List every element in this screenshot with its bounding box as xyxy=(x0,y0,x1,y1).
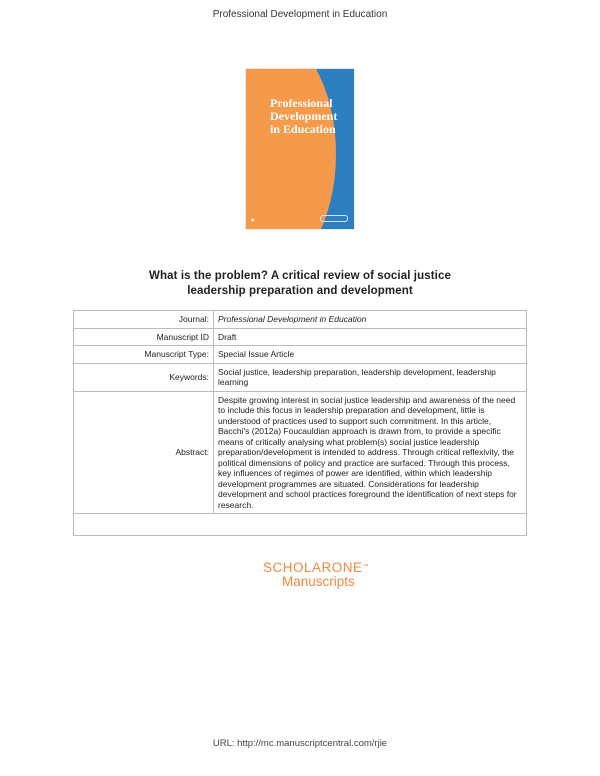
paper-title-line2: leadership preparation and development xyxy=(187,285,413,297)
footer-url[interactable]: URL: http://mc.manuscriptcentral.com/rjie xyxy=(212,738,388,749)
table-row xyxy=(74,391,527,514)
table-row xyxy=(74,311,527,329)
empty-cell xyxy=(74,514,527,536)
table-row xyxy=(74,328,527,346)
paper-title xyxy=(0,269,600,299)
scholarone-logo xyxy=(263,560,369,575)
manuscript-id-label: Manuscript ID xyxy=(74,328,214,346)
cover-orange-shape xyxy=(246,69,336,229)
manuscript-type-label: Manuscript Type: xyxy=(74,346,214,364)
journal-label: Journal: xyxy=(74,311,214,329)
table-row xyxy=(74,514,527,536)
running-header: Professional Development in Education xyxy=(212,9,388,20)
manuscript-type-value: Special Issue Article xyxy=(214,346,527,364)
cover-title xyxy=(270,97,352,136)
trademark-symbol: ™ xyxy=(362,564,370,570)
manuscript-id-value: Draft xyxy=(214,328,527,346)
manuscript-metadata-table xyxy=(73,310,527,536)
manuscripts-logo-text: Manuscripts xyxy=(282,574,355,589)
keywords-label: Keywords: xyxy=(74,363,214,391)
cover-title-line1: Professional xyxy=(270,96,333,110)
cover-title-line3: in Education xyxy=(270,122,336,136)
abstract-value: Despite growing interest in social justice leadership and awareness of the need to include this focus in leadership preparation and development, little is understood of practices used to support such commitment. In this article, Bacchi's (2012a) Foucauldian approach is drawn from, to provide a specific means of critically analysing what problem(s) social justice leadership preparation/development is intended to address. Through critical reflexivity, the political dimensions of policy and practice are surfaced. Through this process, key influences of regimes of power are identified, within which leadership development programmes are situated. Considerations for leadership development and school practices foreground the identification of next steps for research. xyxy=(214,391,527,514)
keywords-value: Social justice, leadership preparation, leadership development, leadership learning xyxy=(214,363,527,391)
publisher-logo-icon: ◉ xyxy=(251,217,255,222)
table-row xyxy=(74,346,527,364)
paper-title-line1: What is the problem? A critical review of social justice xyxy=(149,270,451,282)
cover-title-line2: Development xyxy=(270,109,338,123)
journal-cover-image xyxy=(246,69,354,229)
abstract-label: Abstract: xyxy=(74,391,214,514)
society-logo-icon xyxy=(320,215,348,222)
journal-value: Professional Development in Education xyxy=(214,311,527,329)
scholarone-text: SCHOLARONE xyxy=(263,560,363,575)
cover-top-strip xyxy=(246,69,354,79)
table-row xyxy=(74,363,527,391)
